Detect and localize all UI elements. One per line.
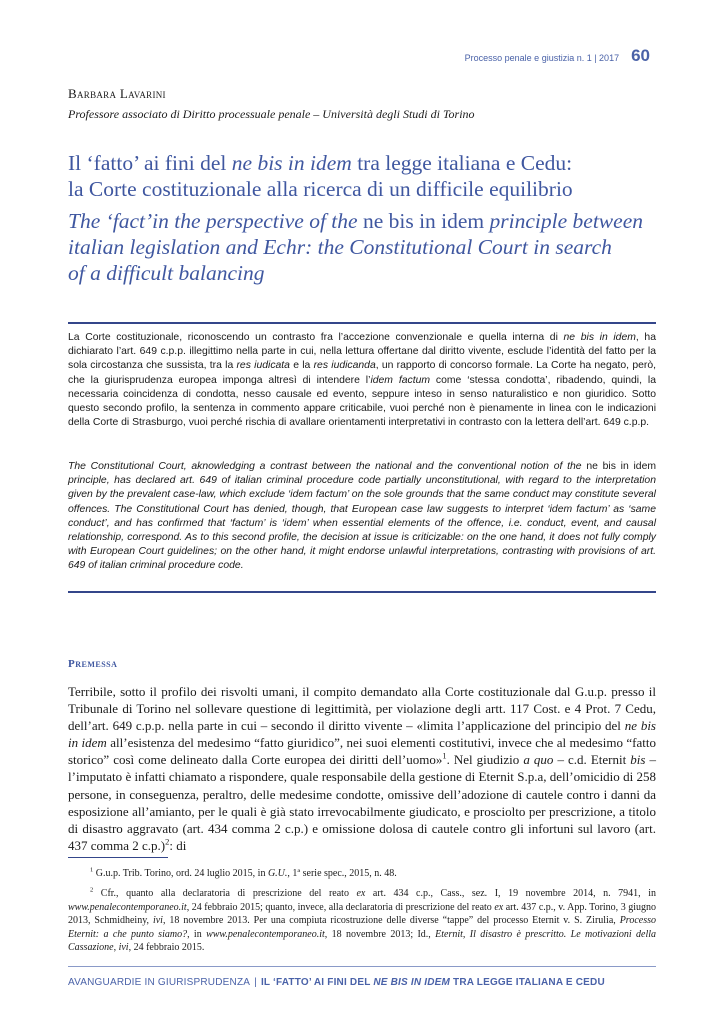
footnote-2: $^2$ Cfr., quanto alla declaratoria di prescrizione del reato ex art. 434 c.p., Cass., sez. I, 19 novembre 2014, n. 7941, in www.penalecontemporaneo.it, 24 febbraio 2015; quanto, invece, alla declaratoria di prescrizione del reato ex art. 437 c.p., v. App. Torino, 3 giugno 2013, Schmidheiny, ivi, 18 novembre 2013. Per una compiuta ricostruzione delle diverse “tappe” del processo Eternit v. S. Zirulia, Processo Eternit: a che punto siamo?, in www.penalecontemporaneo.it, 18 novembre 2013; Id., Eternit, Il disastro è prescritto. Le motivazioni della Cassazione, ivi, 24 febbraio 2015. bbox=[68, 886, 657, 954]
title-en-part: italian legislation and Echr: the Constitutional Court in search bbox=[68, 235, 612, 259]
running-header bbox=[465, 46, 650, 66]
footer-title-part: TRA LEGGE ITALIANA E CEDU bbox=[450, 977, 605, 988]
footer-rule bbox=[68, 966, 656, 967]
title-english bbox=[68, 208, 668, 286]
body-paragraph: Terribile, sotto il profilo dei risvolti umani, il compito demandato alla Corte costituzionale dal G.u.p. presso il Tribunale di Torino nel sollevare questione di legittimità, per violazione degli artt. 117 Cost. e 4 Prot. 7 Cedu, dell’art. 649 c.p.p. nella parte in cui – secondo il diritto vivente – «limita l’applicazione del principio del ne bis in idem all’esistenza del medesimo “fatto giuridico”, nei suoi elementi costitutivi, invece che al medesimo “fatto storico” così come delineato dalla Corte europea dei diritti dell’uomo»$^1$. Nel giudizio a quo – c.d. Eternit bis – l’imputato è infatti chiamato a rispondere, quale responsabile della gestione di Eternit S.p.a, dell’omicidio di 258 persone, in conseguenza, peraltro, delle medesime condotte, omissive dell’adozione di cautele contro i danni da esposizione all’amianto, per le quali è già stato irrevocabilmente giudicato, e prosciolto per prescrizione, a titolo di disastro aggravato (art. 434 comma 2 c.p.) e omissione dolosa di cautele contro gli infortuni sul lavoro (art. 437 comma 2 c.p.)$^2$: di bbox=[68, 684, 656, 853]
title-en-part: The ‘fact’in the perspective of the bbox=[68, 209, 363, 233]
abstract-bottom-rule bbox=[68, 591, 656, 593]
abstract-top-rule bbox=[68, 322, 656, 324]
section-heading: Premessa bbox=[68, 658, 118, 670]
journal-info: Processo penale e giustizia n. 1 | 2017 bbox=[464, 53, 620, 63]
title-it-part: la Corte costituzionale alla ricerca di un difficile equilibrio bbox=[68, 177, 573, 201]
running-footer bbox=[68, 977, 605, 988]
abstract-english: The Constitutional Court, aknowledging a contrast between the national and the conventional notion of the ne bis in idem principle, has declared art. 649 of italian criminal procedure code partially unconstitutional, with regard to the interpretation given by the prevalent case-law, which exclude ‘idem factum’ on the sole grounds that the same conduct may constitute several offences. The Constitutional Court has denied, though, that European case law suggests to interpret ‘idem factum’ as ‘same conduct’, and has confirmed that ‘factum’ is ‘idem’ when essential elements of the offence, i.e. conduct, event, and causal relationship, correspond. As to this second profile, the decision at issue is criticizable: on the one hand, it does not fully comply with European Court guidelines; on the other hand, it might endorse unlawful interpretations, contrasting with provisions of art. 649 of italian criminal procedure code. bbox=[68, 461, 656, 572]
title-it-part: Il ‘fatto’ ai fini del bbox=[68, 151, 232, 175]
title-it-italic: ne bis in idem bbox=[231, 151, 352, 175]
footer-separator: | bbox=[254, 977, 257, 988]
footer-title-part: IL ‘FATTO’ AI FINI DEL bbox=[260, 977, 374, 988]
footer-section: AVANGUARDIE IN GIURISPRUDENZA bbox=[68, 977, 251, 988]
title-en-upright: ne bis in idem bbox=[362, 209, 485, 233]
title-italian bbox=[68, 150, 668, 202]
page-number: 60 bbox=[631, 46, 650, 65]
title-it-part: tra legge italiana e Cedu: bbox=[351, 151, 573, 175]
abstract-italian: La Corte costituzionale, riconoscendo un contrasto fra l’accezione convenzionale e quella interna di ne bis in idem, ha dichiarato l’art. 649 c.p.p. illegittimo nella parte in cui, nella lettura offertane dal diritto vivente, esclude l’identità del fatto per la sola circostanza che sussista, tra la res iudicata e la res iudicanda, un rapporto di concorso formale. La Corte ha negato, però, che la giurisprudenza europea imponga altresì di intendere l’idem factum come ‘stessa condotta’, ribadendo, quindi, la necessaria coincidenza di condotta, nesso causale ed evento, seppure inteso in senso naturalistico e non giuridico. Sotto questo secondo profilo, la sentenza in commento appare criticabile, vuoi perché non è pienamente in linea con le indicazioni della Corte di Strasburgo, vuoi perché rischia di avallare orientamenti interpretativi in contrasto con la lettera dell’art. 649 c.p.p. bbox=[68, 332, 656, 429]
title-en-part: principle between bbox=[484, 209, 643, 233]
author-name: Barbara Lavarini bbox=[68, 86, 166, 101]
footnote-rule bbox=[68, 857, 168, 858]
footer-title-italic: NE BIS IN IDEM bbox=[373, 977, 451, 988]
author-affiliation: Professore associato di Diritto processuale penale – Università degli Studi di Torino bbox=[68, 107, 475, 121]
title-en-part: of a difficult balancing bbox=[68, 261, 265, 285]
footnote-ref-2[interactable]: 2 bbox=[165, 836, 170, 847]
footnote-ref-1[interactable]: 1 bbox=[442, 751, 447, 762]
footnote-1: $^1$ G.u.p. Trib. Torino, ord. 24 luglio 2015, in G.U., 1ª serie spec., 2015, n. 48. bbox=[90, 866, 397, 879]
